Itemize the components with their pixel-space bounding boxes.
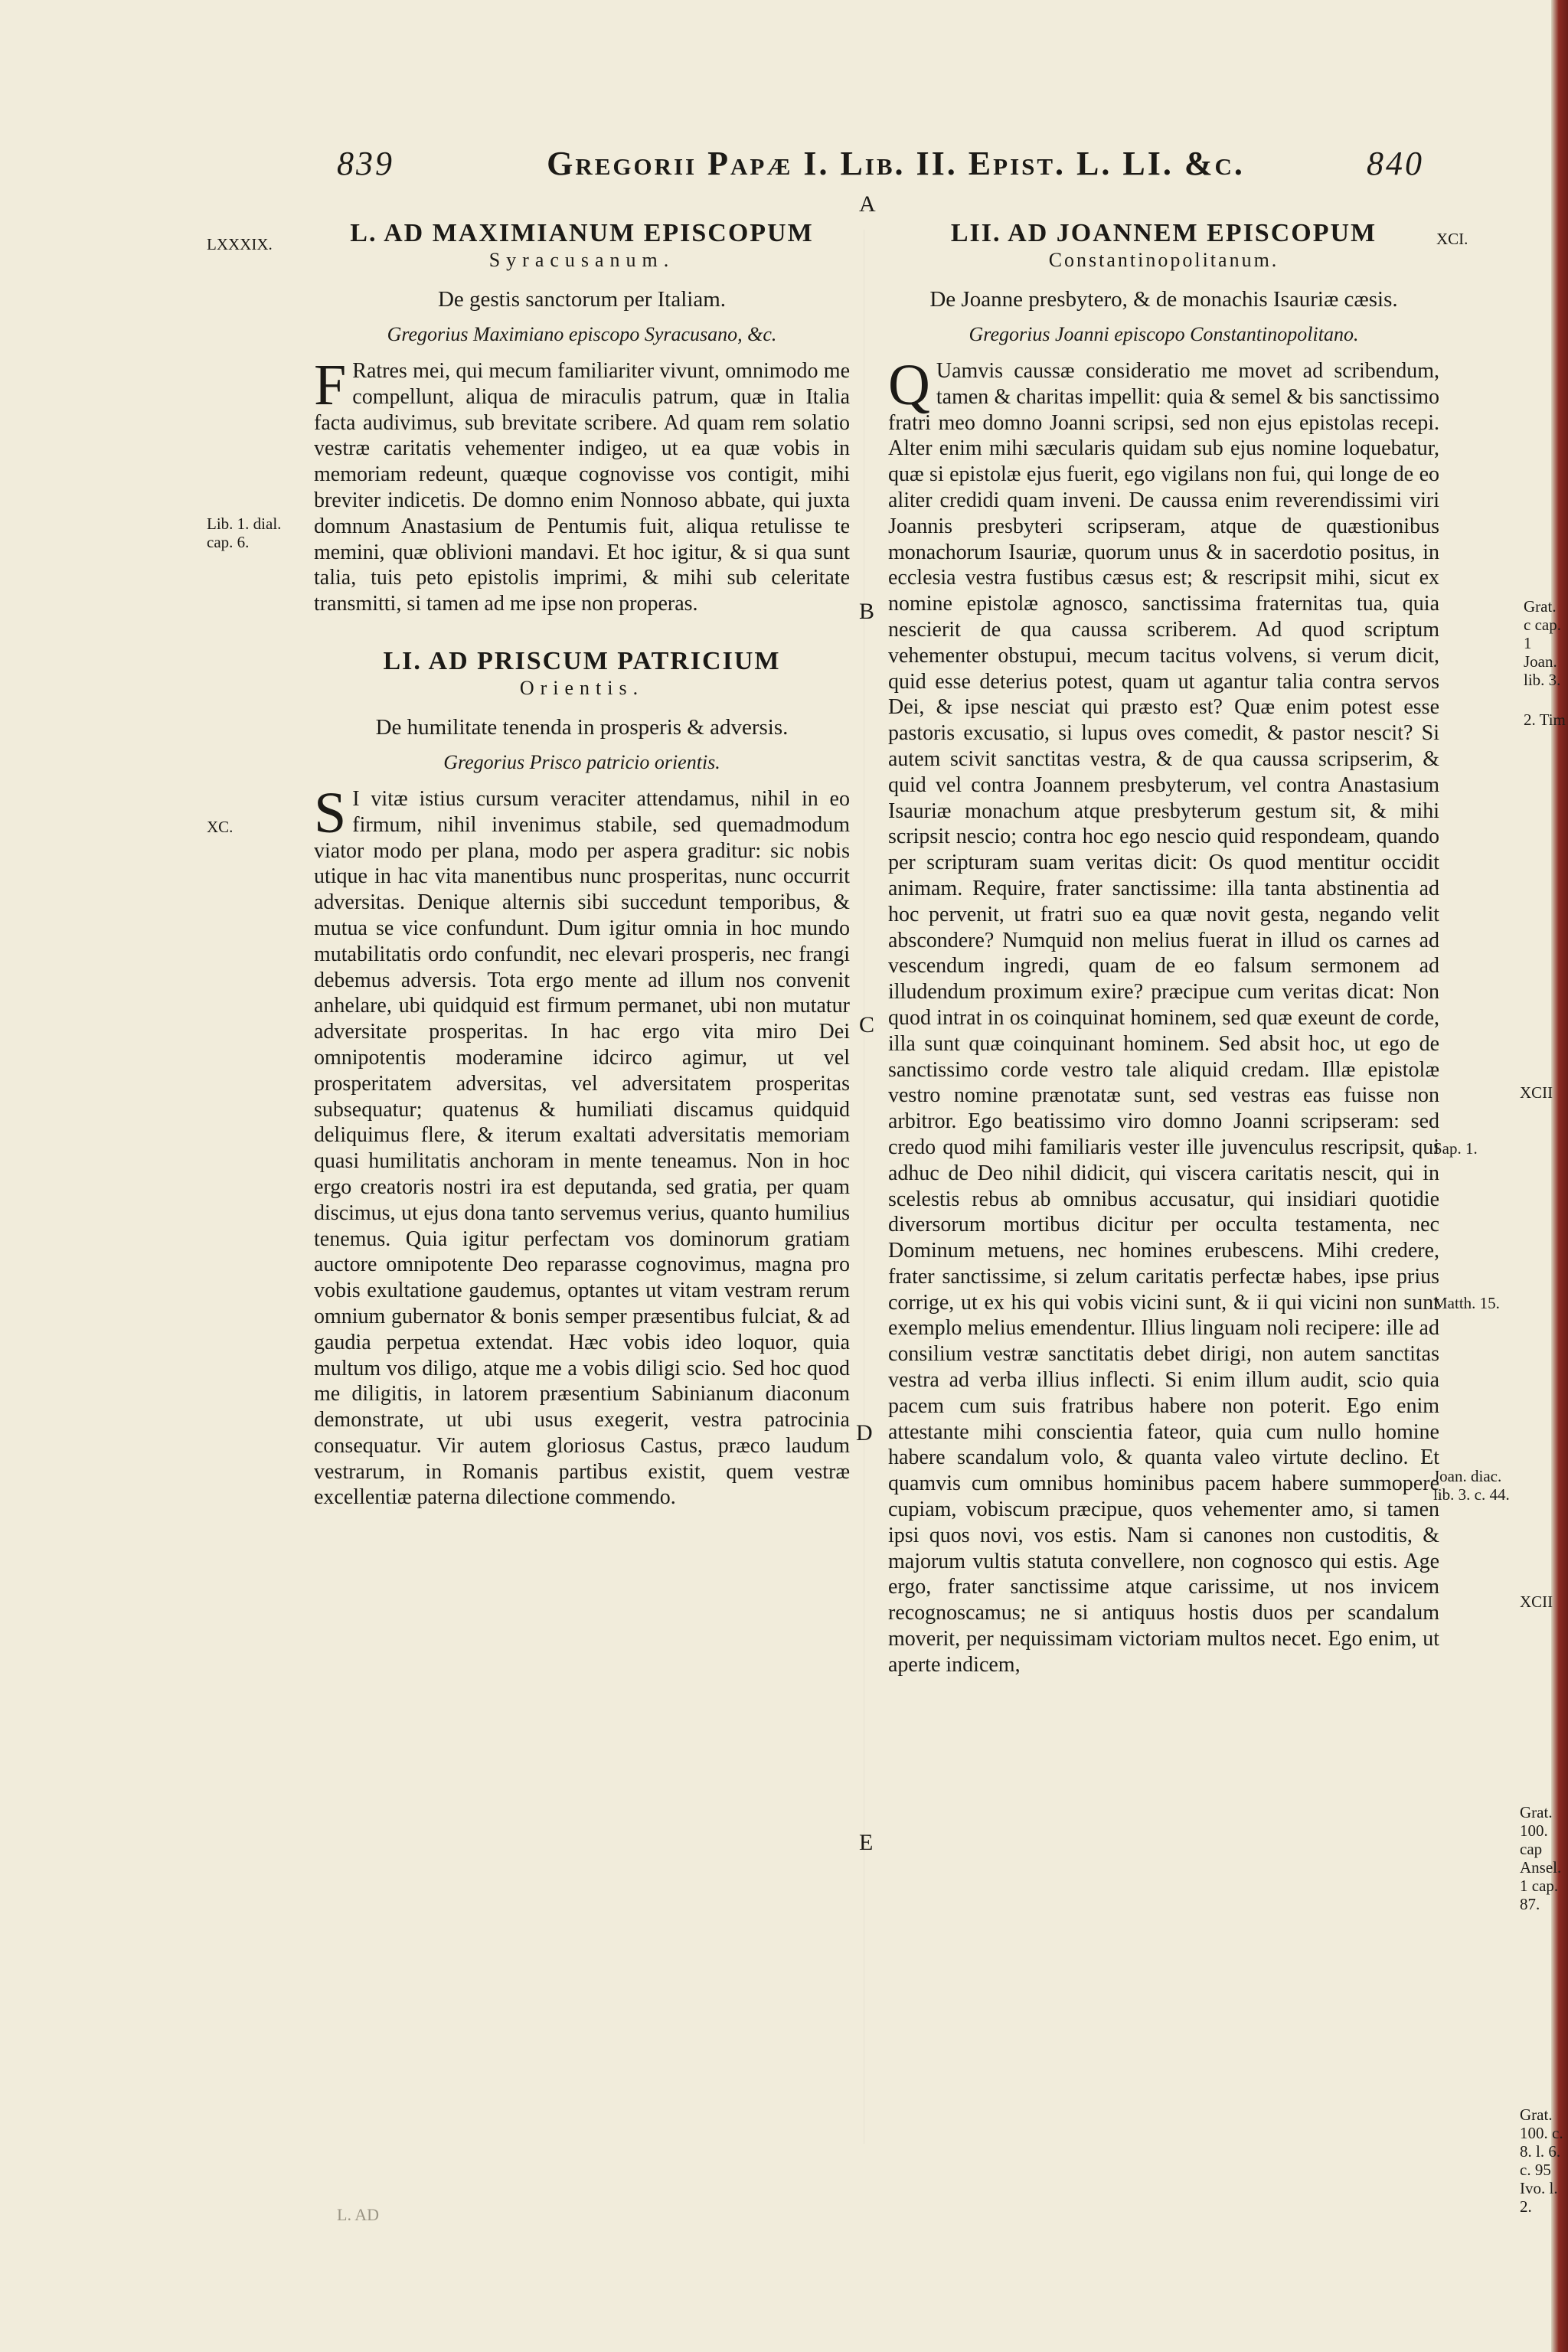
letter-body <box>314 353 850 617</box>
letter-subtitle: Constantinopolitanum. <box>1048 249 1279 271</box>
letter-title: LI. AD PRISCUM PATRICIUM <box>383 646 781 675</box>
letter-text: Uamvis caussæ consideratio me movet ad scribendum, tamen & charitas impellit: quia & semel & bis sanctissimo fratri meo domno Joanni scripsi, sed non ejus epistolas recepi. Alter enim mihi sæcularis quidam sub ejus nomine loquebatur, quæ si epistolæ ejus fuerit, ego vigilans non fui, qui longe de eo aliter credidi quam inveni. De caussa enim reverendissimi viri Joannis presbyteri scripseram, atque de quæstionibus monachorum Isauriæ, quorum unus & in sacerdotio positus, in ecclesia vestra fustibus cæsus est; & rescripsit mihi, sicut ex nomine epistolæ agnosco, sanctissima fraternitas tua, quia nescierit de qua caussa scriberem. Ad quod scriptum vehementer obstupui, mecum tacitus volvens, si verum dicit, quid esse deterius potest, quam ut agantur talia contra servos Dei, & ipse nesciat qui præsto est? Quæ enim potest esse pastoris excusatio, si lupus oves comedit, & pastor nescit? Si autem scivit sanctitas vestra, & de qua caussa scripserim, & quid vel contra Joannem presbyterum, vel contra Anastasium Isauriæ monachum atque presbyterum gestum sit, & mihi scripsit nescio; contra hoc ego nescio quid respondeam, quando per scripturam suam veritas dicit: Os quod mentitur occidit animam. Require, frater sanctissime: illa tanta abstinentia ad hoc pervenit, ut fratri suo ea quæ novit gesta, negando velit abscondere? Numquid non melius fuerat in illud os carnes ad vescendum ingredi, quam de eo falsum sermonem ad illudendum proximum exire? præcipue cum veritas dicat: Non quod intrat in os coinquinat hominem, sed quæ exeunt de corde, illa sunt quæ coinquinant hominem. Sed absit hoc, ut ego de sanctissimo corde vestro tale aliquid credam. Illæ epistolæ vestro nomine prænotatæ sunt, sed vestras eas fuisse non arbitror. Ego beatissimo viro domno Joanni scripseram: sed credo quod mihi familiaris vester ille juvenculus rescripsit, qui adhuc de Deo nihil didicit, qui viscera caritatis nescit, qui in scelestis rebus ab omnibus accusatur, qui insidiari quotidie diversorum mortibus dicitur per occulta testamenta, nec Dominum metuens, nec homines erubescens. Mihi credere, frater sanctissime, si zelum caritatis perfectæ habes, ipse prius corrige, ut ex his qui vobis vicini sunt, & ii qui vicini non sunt exemplo melius emendentur. Illius linguam noli recipere: ille ad consilium vestræ sanctitatis debet dirigi, non autem sanctitas vestra ad verba illius inflecti. Si enim illum audit, scio quia pacem cum suis fratribus habere non poterit. Ego enim attestante mihi conscientia fateor, quia cum nullo homine habere scandalum volo, & quanta valeo virtute declino. Et quamvis cum omnibus hominibus pacem habere summopere cupiam, vobiscum præcipue, quos vehementer amo, si tamen ipsi quos novi, vos estis. Nam si canones non custoditis, & majorum vultis statuta convellere, non cognosco qui estis. Age ergo, frater sanctissime atque carissime, ut nos invicem recognoscamus; ne si antiquus hostis duos per scandalum moverit, per nequissimam victoriam multos necet. Ego enim, ut aperte indicem, <box>888 359 1439 1677</box>
margin-note-joan-diac: Joan. diac. lib. 3. c. 44. <box>1433 1467 1510 1504</box>
left-column <box>314 218 850 1527</box>
page-number-left: 839 <box>337 145 394 182</box>
margin-note-2tim: 2. Tim <box>1524 710 1566 729</box>
letter-li <box>314 646 850 1511</box>
drop-cap: S <box>314 780 347 845</box>
margin-note-xci: XCI. <box>1436 230 1468 248</box>
margin-note-grat-1: Grat. c cap. 1 Joan. lib. 3. <box>1524 597 1561 689</box>
margin-note-xcii-2: XCII <box>1520 1592 1553 1611</box>
section-marker-e: E <box>859 1830 874 1855</box>
margin-note-grat-3: Grat. 100. c. 8. l. 6. c. 95 Ivo. l. 2. <box>1520 2105 1563 2216</box>
right-column <box>888 218 1439 1695</box>
margin-note-lxxxix: LXXXIX. <box>207 235 273 253</box>
section-marker-c: C <box>859 1012 875 1037</box>
margin-note-lib-dial: Lib. 1. dial. cap. 6. <box>207 514 282 551</box>
faint-footer-text: L. AD <box>337 2205 379 2224</box>
section-marker-b: B <box>859 599 875 624</box>
letter-body <box>888 353 1439 1678</box>
letter-subject: De gestis sanctorum per Italiam. <box>437 287 727 312</box>
running-head <box>337 144 1424 198</box>
letter-subtitle: Orientis. <box>519 676 645 699</box>
letter-subject: De humilitate tenenda in prosperis & adversis. <box>375 714 789 740</box>
letter-title: L. AD MAXIMIANUM EPISCOPUM <box>350 219 814 247</box>
drop-cap: Q <box>888 353 930 417</box>
margin-note-xc: XC. <box>207 818 234 836</box>
margin-note-grat-2: Grat. 100. cap Ansel. 1 cap. 87. <box>1520 1803 1562 1913</box>
section-marker-a: A <box>859 191 876 217</box>
book-spine-edge <box>1551 0 1568 2352</box>
running-title: Gregorii Papæ I. Lib. II. Epist. L. LI. &c. <box>547 145 1245 182</box>
drop-cap: F <box>314 353 347 417</box>
page-number-right: 840 <box>1367 145 1424 182</box>
letter-salutation: Gregorius Joanni episcopo Constantinopolitano. <box>969 323 1359 345</box>
margin-note-xcii-1: XCII <box>1520 1083 1553 1102</box>
letter-lii <box>888 218 1439 1678</box>
margin-note-sap: Sap. 1. <box>1433 1139 1478 1158</box>
margin-note-matth: Matth. 15. <box>1433 1294 1500 1312</box>
letter-l <box>314 218 850 617</box>
letter-body <box>314 780 850 1511</box>
letter-salutation: Gregorius Maximiano episcopo Syracusano, &c. <box>387 323 777 345</box>
letter-subtitle: Syracusanum. <box>488 249 675 271</box>
section-marker-d: D <box>856 1420 873 1446</box>
letter-text: Ratres mei, qui mecum familiariter vivunt, omnimodo me compellunt, aliqua de miraculis patrum, quæ in Italia facta audivimus, sub brevitate scribere. Ad quam rem solatio vestræ caritatis vehementer indigeo, ut ea quæ vobis in memoriam redeunt, quæque cognovisse vos contigit, mihi breviter indicetis. De domno enim Nonnoso abbate, qui juxta domnum Anastasium de Pentumis fuit, aliqua retulisse te memini, quæ oblivioni mandavi. Et hoc igitur, & si qua sunt talia, tuis peto epistolis imprimi, & mihi sub celeritate transmitti, si tamen ad me ipse non properas. <box>314 359 850 616</box>
letter-text: I vitæ istius cursum veraciter attendamus, nihil in eo firmum, nihil invenimus stabile, sed quemadmodum viator modo per plana, modo per aspera graditur: sic nobis utique in hac vita manentibus nunc prosperitas, nunc occurrit adversitas. Denique alternis sibi succedunt temporibus, & mutua se vice confundunt. Dum igitur omnia in hoc mundo mutabilitatis ordo confundit, nec elevari prosperis, nec frangi debemus adversis. Tota ergo mente ad illum nos convenit anhelare, ubi quidquid est firmum permanet, ubi non mutatur adversitate prosperitas. In hac ergo vita miro Dei omnipotentis moderamine idcirco agimur, ut vel prosperitatem adversitas, vel adversitatem prosperitas subsequatur; quatenus & humiliati discamus quidquid deliquimus flere, & iterum exaltati adversitatis memoriam quasi humilitatis anchoram in mente teneamus. Non in hoc ergo creatoris nostri ira est deputanda, sed gratia, per quam discimus, ut ejus dona tanto servemus verius, quanto humilius tenemus. Quia igitur perfectam vos dominorum gratiam auctore omnipotente Deo reparasse cognovimus, magna pro vobis exultatione gaudemus, optantes ut vitam vestram rerum omnium gubernator & bonis semper præsentibus fulciat, & ad gaudia perpetua extendat. Hæc vobis ideo loquor, quia multum vos diligo, atque me a vobis diligi scio. Sed hoc quod me diligitis, in latorem præsentium Sabinianum diaconum demonstrate, ut ubi usus exegerit, vestra patrocinia consequatur. Vir autem gloriosus Castus, præco laudum vestrarum, in Romanis partibus existit, quem vestræ excellentiæ paterna dilectione commendo. <box>314 786 850 1510</box>
letter-title: LII. AD JOANNEM EPISCOPUM <box>950 219 1377 247</box>
letter-subject: De Joanne presbytero, & de monachis Isauriæ cæsis. <box>929 287 1398 312</box>
letter-salutation: Gregorius Prisco patricio orientis. <box>443 750 720 773</box>
